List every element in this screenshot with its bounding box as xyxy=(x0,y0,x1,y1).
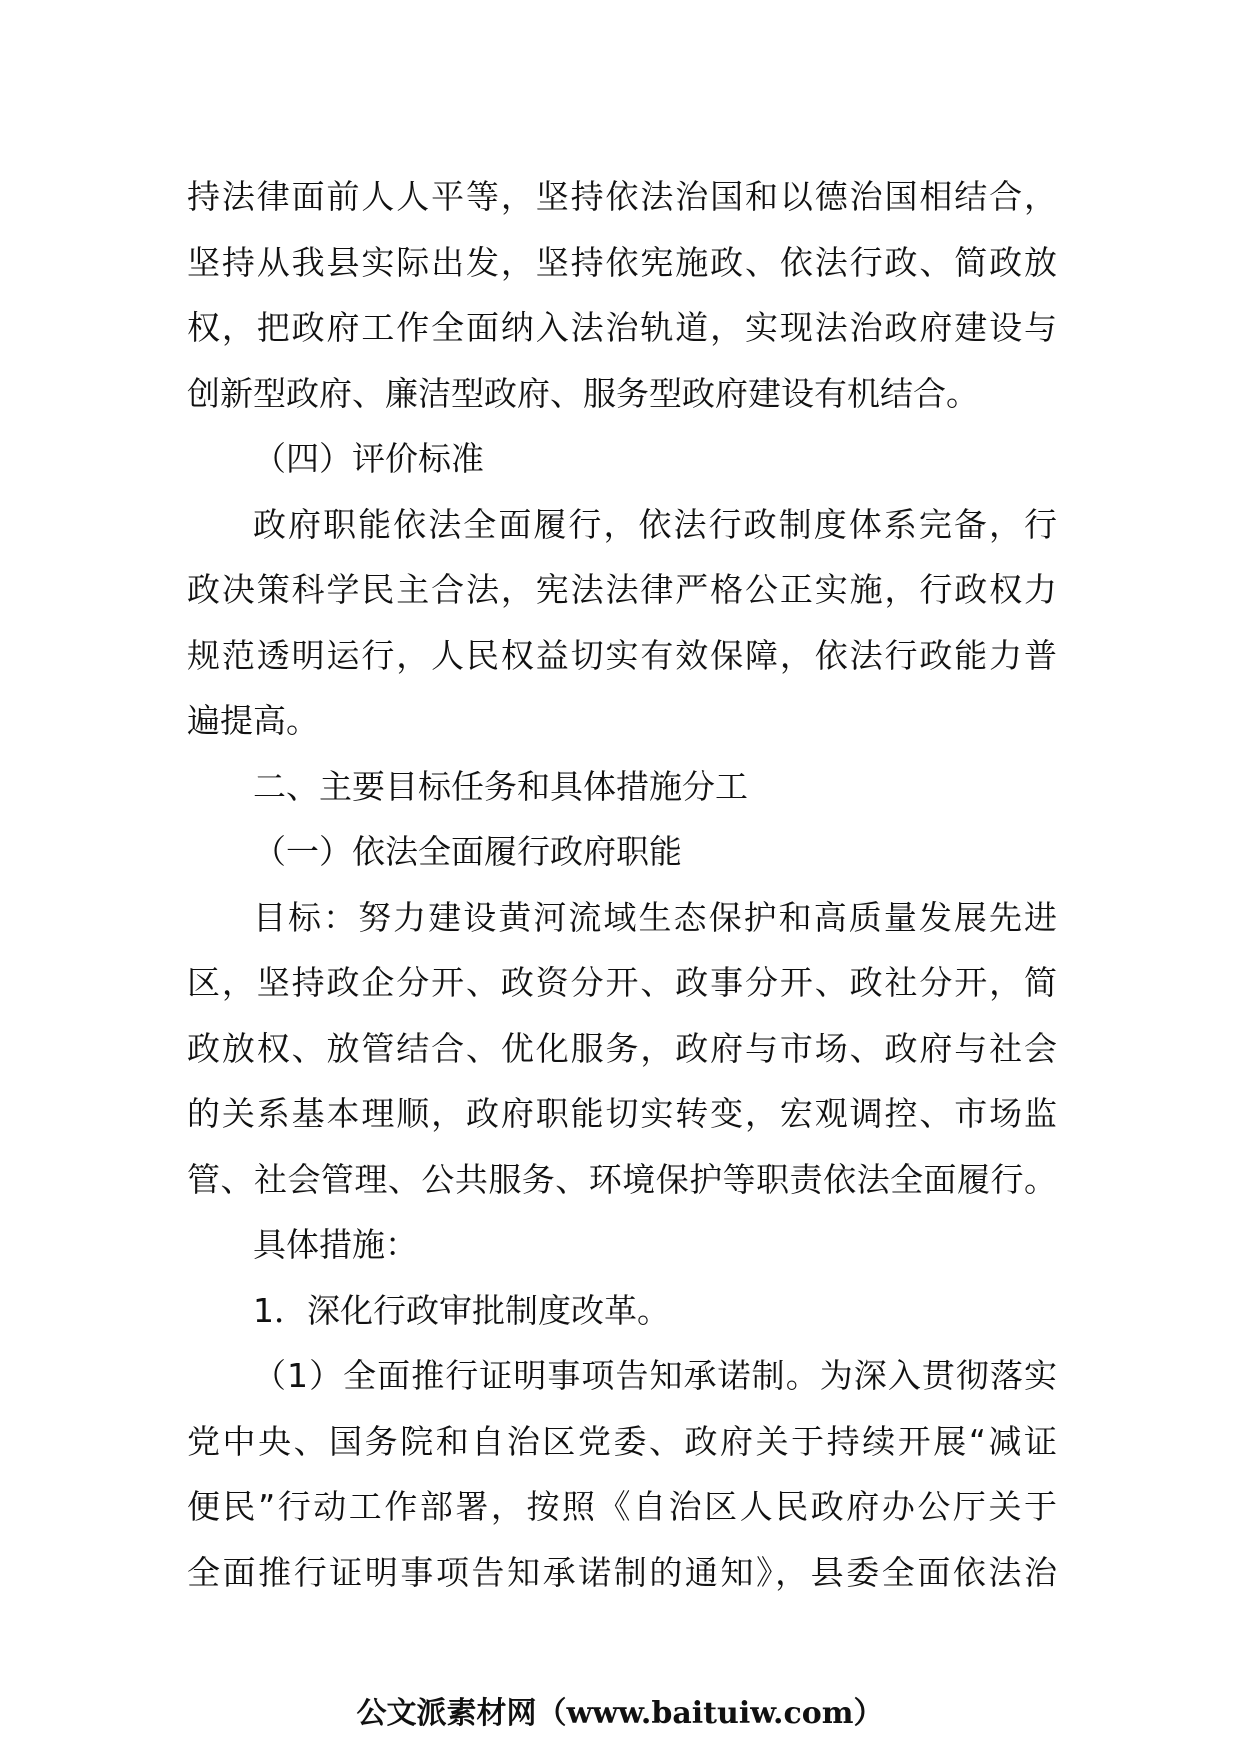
body-line: 的关系基本理顺，政府职能切实转变，宏观调控、市场监 xyxy=(187,1094,1057,1133)
body-line: 遍提高。 xyxy=(187,701,319,740)
numbered-heading: 1．深化行政审批制度改革。 xyxy=(253,1290,670,1330)
body-line: 创新型政府、廉洁型政府、服务型政府建设有机结合。 xyxy=(187,373,979,413)
body-line: 区，坚持政企分开、政资分开、政事分开、政社分开，简 xyxy=(187,963,1057,1002)
footer-watermark: 公文派素材网（www.baituiw.com） xyxy=(356,1696,884,1731)
document-body xyxy=(187,164,1057,1605)
body-line: 政放权、放管结合、优化服务，政府与市场、政府与社会 xyxy=(187,1028,1057,1068)
section-heading: 二、主要目标任务和具体措施分工 xyxy=(253,766,748,806)
body-line: 全面推行证明事项告知承诺制的通知》，县委全面依法治 xyxy=(187,1552,1057,1592)
body-line: 具体措施： xyxy=(253,1225,418,1264)
body-line: 管、社会管理、公共服务、环境保护等职责依法全面履行。 xyxy=(187,1159,1057,1199)
body-line: 党中央、国务院和自治区党委、政府关于持续开展“减证 xyxy=(187,1421,1057,1461)
body-line: 规范透明运行，人民权益切实有效保障，依法行政能力普 xyxy=(187,635,1057,675)
body-line: 政决策科学民主合法，宪法法律严格公正实施，行政权力 xyxy=(187,570,1057,609)
body-line: 持法律面前人人平等，坚持依法治国和以德治国相结合， xyxy=(187,177,1057,216)
body-line: 坚持从我县实际出发，坚持依宪施政、依法行政、简政放 xyxy=(187,242,1057,282)
section-heading: （四）评价标准 xyxy=(253,439,484,478)
body-line: （1）全面推行证明事项告知承诺制。为深入贯彻落实 xyxy=(253,1356,1057,1395)
body-line: 政府职能依法全面履行，依法行政制度体系完备，行 xyxy=(253,504,1057,544)
body-line: 目标：努力建设黄河流域生态保护和高质量发展先进 xyxy=(253,897,1057,937)
body-line: 便民”行动工作部署，按照《自治区人民政府办公厅关于 xyxy=(187,1487,1057,1526)
section-heading: （一）依法全面履行政府职能 xyxy=(253,832,682,871)
body-line: 权，把政府工作全面纳入法治轨道，实现法治政府建设与 xyxy=(187,308,1057,347)
